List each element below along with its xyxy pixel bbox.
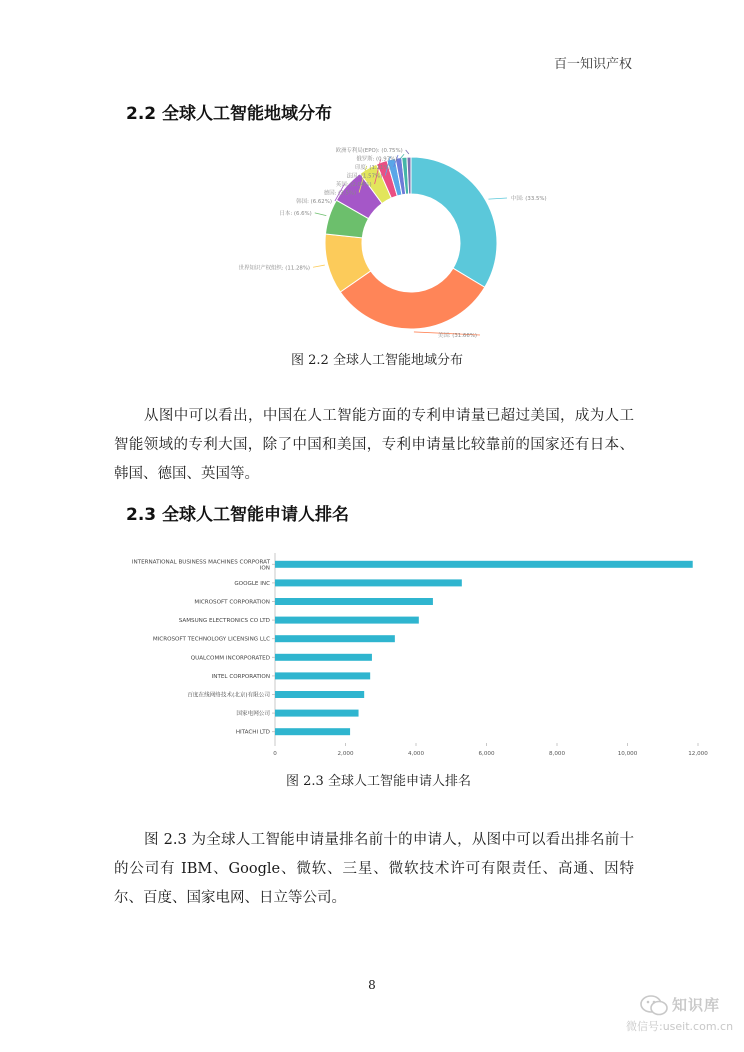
x-tick-label: 0 — [273, 751, 277, 757]
bar-category-label: INTERNATIONAL BUSINESS MACHINES CORPORAT ION — [131, 559, 270, 572]
donut-slice — [411, 157, 497, 287]
x-tick-label: 8,000 — [548, 751, 566, 757]
x-tick-label: 2,000 — [337, 751, 354, 757]
donut-slice-label: 印度: (1.21%) — [355, 165, 391, 171]
header-brand: 百一知识产权 — [553, 57, 632, 72]
donut-leader-line — [406, 150, 409, 154]
donut-slice-label: 中国: (33.5%) — [511, 196, 547, 202]
bar — [275, 691, 364, 698]
bar-category-label: SAMSUNG ELECTRONICS CO LTD — [178, 618, 270, 625]
donut-slice-label: 俄罗斯: (0.97%) — [356, 156, 398, 163]
bar-category-label: HITACHI LTD — [235, 729, 270, 736]
bar-chart — [131, 550, 720, 757]
donut-slice-label: 德国: (3.5%) — [323, 190, 357, 197]
watermark-subtitle: 微信号:useit.com.cn — [626, 1020, 734, 1033]
bar — [275, 635, 395, 642]
page-number: 8 — [368, 978, 376, 992]
donut-leader-line — [488, 198, 507, 199]
x-tick-label: 10,000 — [617, 751, 638, 757]
bar — [275, 617, 419, 624]
donut-slice-label: 韩国: (6.62%) — [296, 199, 332, 205]
donut-slice-label: 英国: (2.04%) — [335, 182, 372, 188]
donut-chart — [220, 132, 547, 344]
bar-category-label: GOOGLE INC — [234, 580, 270, 587]
bar — [275, 598, 433, 605]
section-heading-2-2: 2.2 全球人工智能地域分布 — [126, 104, 333, 124]
bar — [275, 672, 370, 679]
donut-slice-label: 欧洲专利局(EPO): (0.75%) — [335, 148, 403, 154]
figure-caption-2-2: 图 2.2 全球人工智能地域分布 — [291, 353, 463, 368]
watermark-title: 知识库 — [672, 996, 721, 1014]
bar — [275, 710, 359, 717]
donut-leader-line — [315, 213, 327, 216]
x-tick-label: 4,000 — [407, 751, 425, 757]
paragraph-2-2: 从图中可以看出，中国在人工智能方面的专利申请量已超过美国，成为人工智能领域的专利大国，除了中国和美国，专利申请量比较靠前的国家还有日本、韩国、德国、英国等。 — [114, 408, 634, 482]
paragraph-2-3: 图 2.3 为全球人工智能申请量排名前十的申请人，从图中可以看出排名前十的公司有 IBM、Google、微软、三星、微软技术许可有限责任、高通、因特尔、百度、国家电网、日立等公司。 — [114, 832, 634, 906]
donut-leader-line — [313, 265, 325, 267]
bar-category-label: MICROSOFT TECHNOLOGY LICENSING LLC — [152, 636, 270, 643]
bar-category-label: QUALCOMM INCORPORATED — [190, 655, 270, 662]
x-tick-label: 6,000 — [478, 751, 495, 757]
x-tick-label: 12,000 — [688, 751, 708, 757]
bar — [275, 654, 372, 661]
bar — [275, 579, 462, 586]
donut-slice-label: 世界知识产权组织: (11.28%) — [238, 265, 311, 272]
donut-slice-label: 日本: (6.6%) — [279, 210, 312, 217]
donut-slice-label: 美国: (31.66%) — [437, 333, 477, 339]
donut-slice-label: 法国: (1.57%) — [346, 173, 383, 180]
bar — [275, 728, 350, 735]
bar-category-label: 百度在线网络技术(北京)有限公司 — [187, 692, 270, 699]
bar-category-label: MICROSOFT CORPORATION — [194, 599, 270, 606]
bar-category-label: INTEL CORPORATION — [211, 673, 270, 680]
bar — [275, 561, 693, 568]
watermark — [622, 994, 740, 1038]
section-heading-2-3: 2.3 全球人工智能申请人排名 — [126, 505, 350, 525]
figure-caption-2-3: 图 2.3 全球人工智能申请人排名 — [286, 774, 471, 789]
wechat-icon — [640, 994, 668, 1016]
bar-category-label: 国家电网公司 — [236, 711, 270, 718]
